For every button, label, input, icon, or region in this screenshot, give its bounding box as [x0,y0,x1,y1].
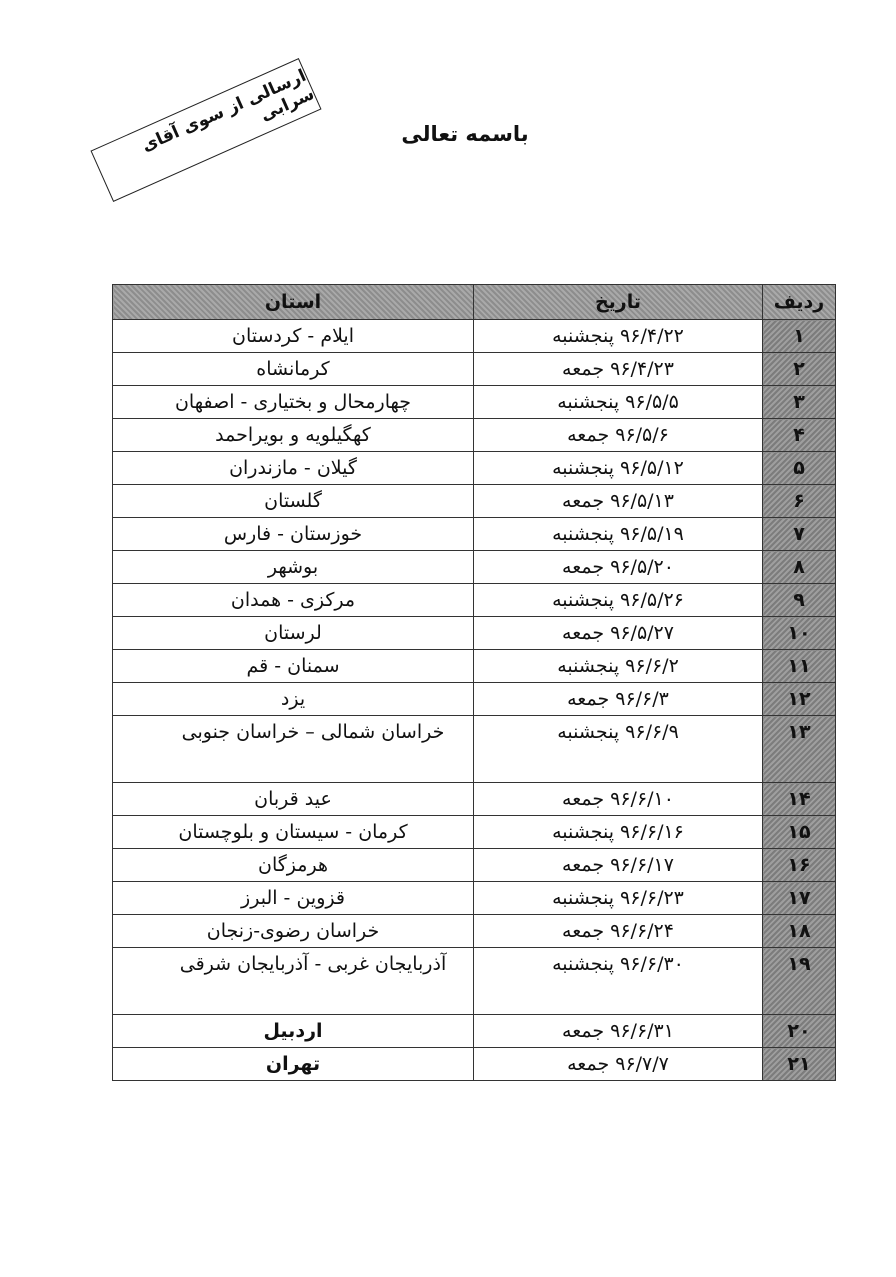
row-num: ۷ [763,518,836,551]
table-row [113,386,836,419]
table-row [113,353,836,386]
row-num: ۲۰ [763,1015,836,1048]
header-province: استان [113,285,474,320]
row-date: ۹۶/۶/۲۴ جمعه [474,915,763,948]
row-date: ۹۶/۶/۱۰ جمعه [474,783,763,816]
schedule-table [112,284,836,1081]
row-num: ۱۰ [763,617,836,650]
row-num: ۱۷ [763,882,836,915]
row-province: قزوین - البرز [113,882,474,915]
table-row [113,1048,836,1081]
row-num: ۹ [763,584,836,617]
table-row [113,882,836,915]
row-date: ۹۶/۴/۲۲ پنجشنبه [474,320,763,353]
row-date: ۹۶/۴/۲۳ جمعه [474,353,763,386]
row-date: ۹۶/۶/۱۶ پنجشنبه [474,816,763,849]
table-row [113,452,836,485]
table-row [113,783,836,816]
row-date: ۹۶/۷/۷ جمعه [474,1048,763,1081]
row-num: ۶ [763,485,836,518]
sender-stamp [90,58,321,202]
row-num: ۱۴ [763,783,836,816]
row-num: ۲۱ [763,1048,836,1081]
row-num: ۱۶ [763,849,836,882]
table-row [113,849,836,882]
table-row [113,419,836,452]
row-province: تهران [113,1048,474,1081]
row-date: ۹۶/۵/۲۶ پنجشنبه [474,584,763,617]
row-num: ۱۱ [763,650,836,683]
row-province: خراسان شمالی – خراسان جنوبی [113,716,474,783]
row-num: ۱۹ [763,948,836,1015]
stamp-text: ارسالی از سوی آقای سرابی [138,65,318,157]
row-province: چهارمحال و بختیاری - اصفهان [113,386,474,419]
row-province: هرمزگان [113,849,474,882]
row-num: ۱ [763,320,836,353]
row-num: ۴ [763,419,836,452]
page-title: باسمه تعالی [401,122,529,146]
row-date: ۹۶/۶/۲ پنجشنبه [474,650,763,683]
row-num: ۵ [763,452,836,485]
row-date: ۹۶/۶/۱۷ جمعه [474,849,763,882]
row-date: ۹۶/۶/۳۱ جمعه [474,1015,763,1048]
table-row [113,485,836,518]
row-num: ۲ [763,353,836,386]
row-num: ۳ [763,386,836,419]
row-num: ۱۸ [763,915,836,948]
row-province: سمنان - قم [113,650,474,683]
row-date: ۹۶/۵/۱۲ پنجشنبه [474,452,763,485]
row-province: گیلان - مازندران [113,452,474,485]
row-province: اردبیل [113,1015,474,1048]
row-province: کرمان - سیستان و بلوچستان [113,816,474,849]
row-num: ۱۳ [763,716,836,783]
row-date: ۹۶/۶/۹ پنجشنبه [474,716,763,783]
table-row [113,816,836,849]
table-row [113,1015,836,1048]
row-num: ۱۵ [763,816,836,849]
table-row [113,650,836,683]
row-province: آذربایجان غربی - آذربایجان شرقی [113,948,474,1015]
header-date: تاریخ [474,285,763,320]
table-row [113,683,836,716]
row-province: یزد [113,683,474,716]
table-row [113,948,836,1015]
row-province: عید قربان [113,783,474,816]
table-row [113,716,836,783]
row-province: مرکزی - همدان [113,584,474,617]
table-row [113,518,836,551]
row-province: بوشهر [113,551,474,584]
table-row [113,617,836,650]
row-num: ۸ [763,551,836,584]
table-row [113,584,836,617]
row-date: ۹۶/۵/۲۷ جمعه [474,617,763,650]
row-date: ۹۶/۵/۱۹ پنجشنبه [474,518,763,551]
row-date: ۹۶/۵/۵ پنجشنبه [474,386,763,419]
row-province: خراسان رضوی-زنجان [113,915,474,948]
row-date: ۹۶/۵/۶ جمعه [474,419,763,452]
row-date: ۹۶/۶/۲۳ پنجشنبه [474,882,763,915]
row-date: ۹۶/۵/۱۳ جمعه [474,485,763,518]
table-row [113,551,836,584]
table-row [113,915,836,948]
row-date: ۹۶/۶/۳ جمعه [474,683,763,716]
row-province: کهگیلویه و بویراحمد [113,419,474,452]
row-date: ۹۶/۵/۲۰ جمعه [474,551,763,584]
header-num: ردیف [763,285,836,320]
row-province: لرستان [113,617,474,650]
table-row [113,320,836,353]
table-header-row [113,285,836,320]
row-date: ۹۶/۶/۳۰ پنجشنبه [474,948,763,1015]
row-province: ایلام - کردستان [113,320,474,353]
row-province: گلستان [113,485,474,518]
row-num: ۱۲ [763,683,836,716]
row-province: خوزستان - فارس [113,518,474,551]
row-province: کرمانشاه [113,353,474,386]
